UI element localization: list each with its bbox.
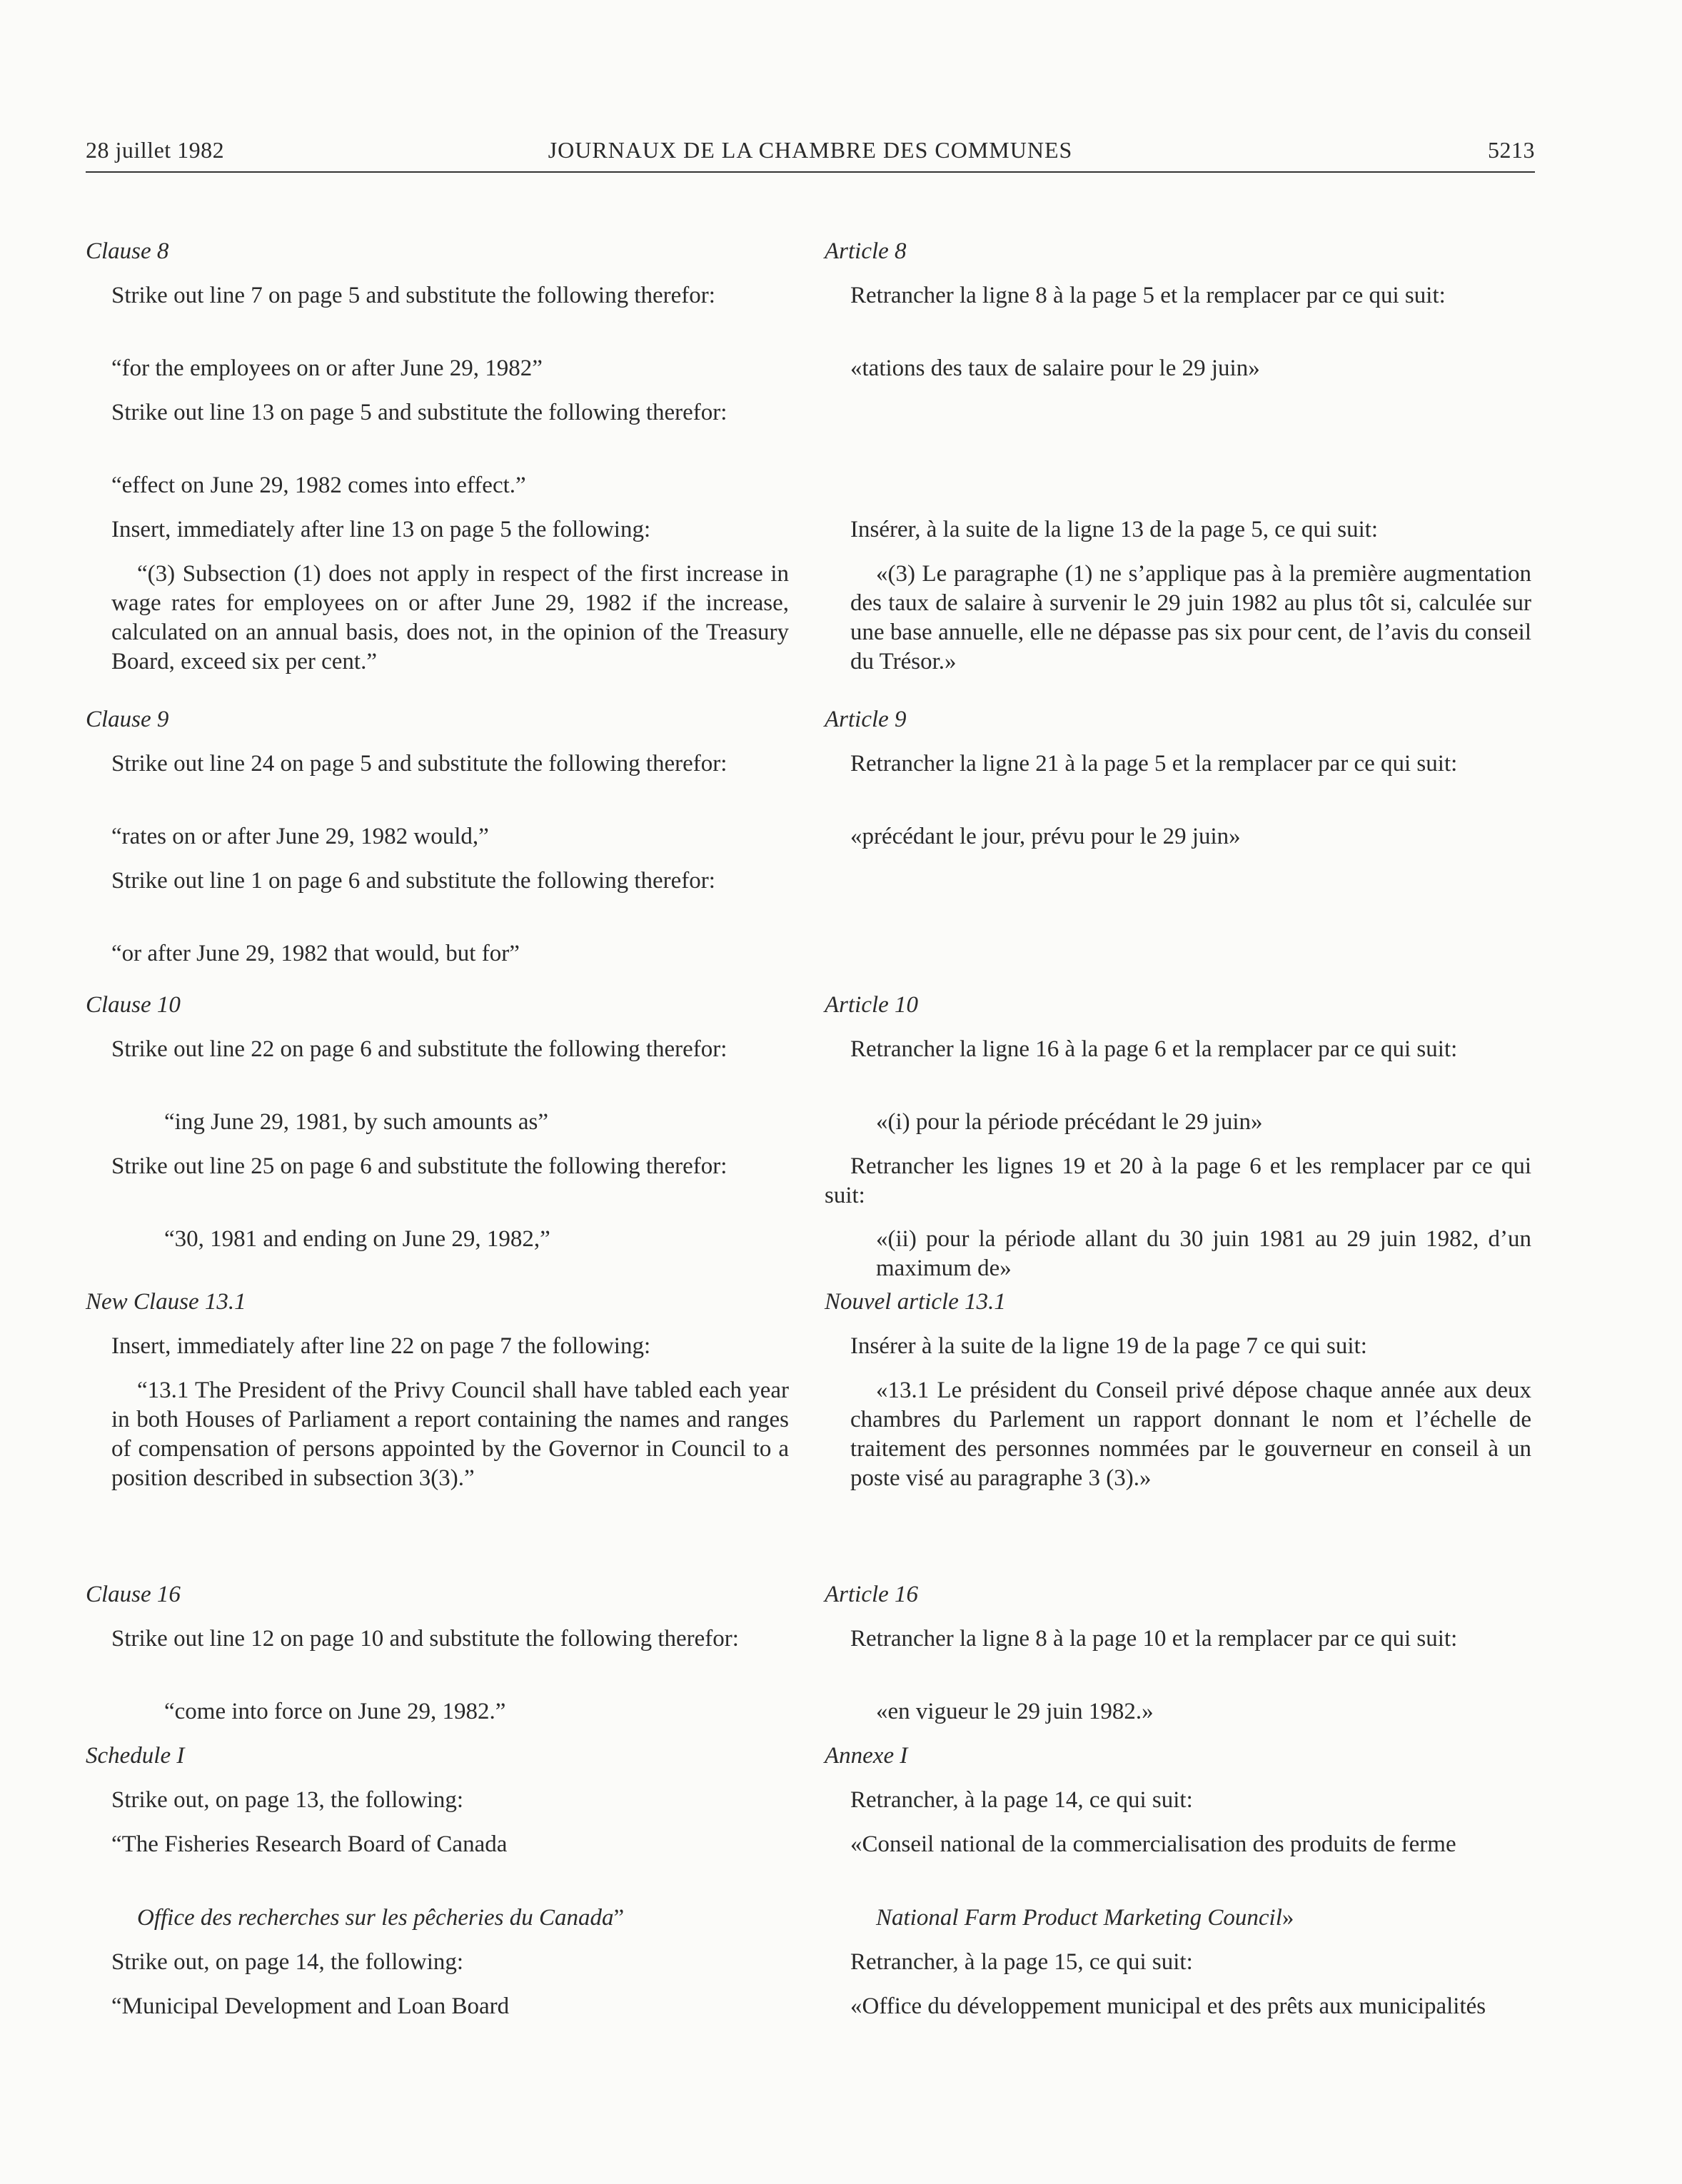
article-8-heading: Article 8 <box>825 238 907 264</box>
annex-1-quote-2: «Office du développement municipal et des prêts aux municipalités <box>850 1993 1486 2019</box>
schedule-1-quote-2: “Municipal Development and Loan Board <box>111 1993 510 2019</box>
page-header <box>86 134 1535 173</box>
header-date: 28 juillet 1982 <box>86 137 225 163</box>
schedule-1-quote-1-french <box>86 1904 789 1933</box>
new-article-13-1-quote: «13.1 Le président du Conseil privé dépose chaque année aux deux chambres du Parlement un rapport donnant le nom et l’échelle de traitement des personnes nommées par le gouverneur en conseil à un poste visé au paragraphe 3 (3).» <box>850 1377 1531 1491</box>
article-16-instruction: Retrancher la ligne 8 à la page 10 et la remplacer par ce qui suit: <box>850 1626 1458 1652</box>
clause-10-heading: Clause 10 <box>86 992 181 1018</box>
annex-1-instruction-1: Retrancher, à la page 14, ce qui suit: <box>850 1787 1193 1813</box>
clause-9-instruction-2: Strike out line 1 on page 6 and substitute the following therefor: <box>111 868 715 894</box>
article-10-instruction-2: Retrancher les lignes 19 et 20 à la page 6 et les remplacer par ce qui suit: <box>825 1153 1531 1208</box>
article-16-heading: Article 16 <box>825 1582 919 1607</box>
clause-16-instruction: Strike out line 12 on page 10 and substitute the following therefor: <box>111 1626 739 1652</box>
annex-1-instruction-2: Retrancher, à la page 15, ce qui suit: <box>850 1949 1193 1975</box>
new-article-13-1-instruction: Insérer à la suite de la ligne 19 de la page 7 ce qui suit: <box>850 1333 1367 1359</box>
annex-1-quote-1-english <box>825 1904 1531 1933</box>
clause-9-quote-1: “rates on or after June 29, 1982 would,” <box>111 824 489 849</box>
article-16-quote: «en vigueur le 29 juin 1982.» <box>876 1699 1154 1724</box>
article-9-quote-1: «précédant le jour, prévu pour le 29 juin» <box>850 824 1241 849</box>
new-article-13-1-heading: Nouvel article 13.1 <box>825 1289 1006 1315</box>
clause-16-quote: “come into force on June 29, 1982.” <box>164 1699 506 1724</box>
clause-9-quote-2: “or after June 29, 1982 that would, but for” <box>111 941 520 966</box>
article-8-instruction-1: Retrancher la ligne 8 à la page 5 et la remplacer par ce qui suit: <box>850 283 1446 308</box>
schedule-1-quote-1-french-name: Office des recherches sur les pêcheries du Canada <box>137 1905 614 1931</box>
new-clause-13-1-quote: “13.1 The President of the Privy Council shall have tabled each year in both Houses of Parliament a report containing the names and ranges of compensation of persons appointed by the Governor in Council to a position described in subsection 3(3).” <box>111 1377 789 1491</box>
article-9-instruction-1: Retrancher la ligne 21 à la page 5 et la remplacer par ce qui suit: <box>850 751 1458 777</box>
article-10-quote-2: «(ii) pour la période allant du 30 juin 1981 au 29 juin 1982, d’un maximum de» <box>876 1226 1531 1281</box>
article-8-quote-3: «(3) Le paragraphe (1) ne s’applique pas à la première augmentation des taux de salaire à survenir le 29 juin 1982 au plus tôt si, calculée sur une base annuelle, elle ne dépasse pas six pour cent, de l’avis du conseil du Trésor.» <box>850 561 1531 674</box>
header-page-number: 5213 <box>1488 137 1535 163</box>
clause-8-quote-2: “effect on June 29, 1982 comes into effect.” <box>111 472 526 498</box>
clause-8-heading: Clause 8 <box>86 238 169 264</box>
annex-1-quote-1-english-name: National Farm Product Marketing Council <box>876 1905 1282 1931</box>
clause-9-heading: Clause 9 <box>86 707 169 732</box>
schedule-1-instruction-1: Strike out, on page 13, the following: <box>111 1787 464 1813</box>
annex-1-quote-1: «Conseil national de la commercialisation des produits de ferme <box>850 1831 1456 1857</box>
annex-1-heading: Annexe I <box>825 1743 908 1769</box>
schedule-1-quote-1: “The Fisheries Research Board of Canada <box>111 1831 508 1857</box>
article-8-quote-1: «tations des taux de salaire pour le 29 juin» <box>850 355 1260 381</box>
clause-10-instruction-2: Strike out line 25 on page 6 and substitute the following therefor: <box>111 1153 727 1179</box>
new-clause-13-1-heading: New Clause 13.1 <box>86 1289 246 1315</box>
clause-8-quote-3: “(3) Subsection (1) does not apply in respect of the first increase in wage rates for employees on or after June 29, 1982 if the increase, calculated on an annual basis, does not, in the opinion of the Treasury Board, exceed six per cent.” <box>111 561 789 674</box>
article-10-heading: Article 10 <box>825 992 919 1018</box>
article-8-instruction-3: Insérer, à la suite de la ligne 13 de la page 5, ce qui suit: <box>850 517 1379 542</box>
schedule-1-quote-1-close: ” <box>613 1905 625 1931</box>
clause-16-heading: Clause 16 <box>86 1582 181 1607</box>
clause-9-instruction-1: Strike out line 24 on page 5 and substitute the following therefor: <box>111 751 727 777</box>
clause-10-quote-1: “ing June 29, 1981, by such amounts as” <box>164 1109 549 1135</box>
new-clause-13-1-instruction: Insert, immediately after line 22 on page 7 the following: <box>111 1333 651 1359</box>
article-9-heading: Article 9 <box>825 707 907 732</box>
clause-8-instruction-1: Strike out line 7 on page 5 and substitute the following therefor: <box>111 283 715 308</box>
annex-1-quote-1-close: » <box>1281 1905 1294 1931</box>
clause-8-quote-1: “for the employees on or after June 29, 1982” <box>111 355 543 381</box>
clause-10-quote-2: “30, 1981 and ending on June 29, 1982,” <box>164 1226 550 1252</box>
header-title: JOURNAUX DE LA CHAMBRE DES COMMUNES <box>548 137 1073 163</box>
clause-8-instruction-3: Insert, immediately after line 13 on page 5 the following: <box>111 517 651 542</box>
schedule-1-heading: Schedule I <box>86 1743 185 1769</box>
article-10-quote-1: «(i) pour la période précédant le 29 juin» <box>876 1109 1263 1135</box>
article-10-instruction-1: Retrancher la ligne 16 à la page 6 et la remplacer par ce qui suit: <box>850 1036 1458 1062</box>
clause-8-instruction-2: Strike out line 13 on page 5 and substitute the following therefor: <box>111 400 727 425</box>
schedule-1-instruction-2: Strike out, on page 14, the following: <box>111 1949 464 1975</box>
clause-10-instruction-1: Strike out line 22 on page 6 and substitute the following therefor: <box>111 1036 727 1062</box>
